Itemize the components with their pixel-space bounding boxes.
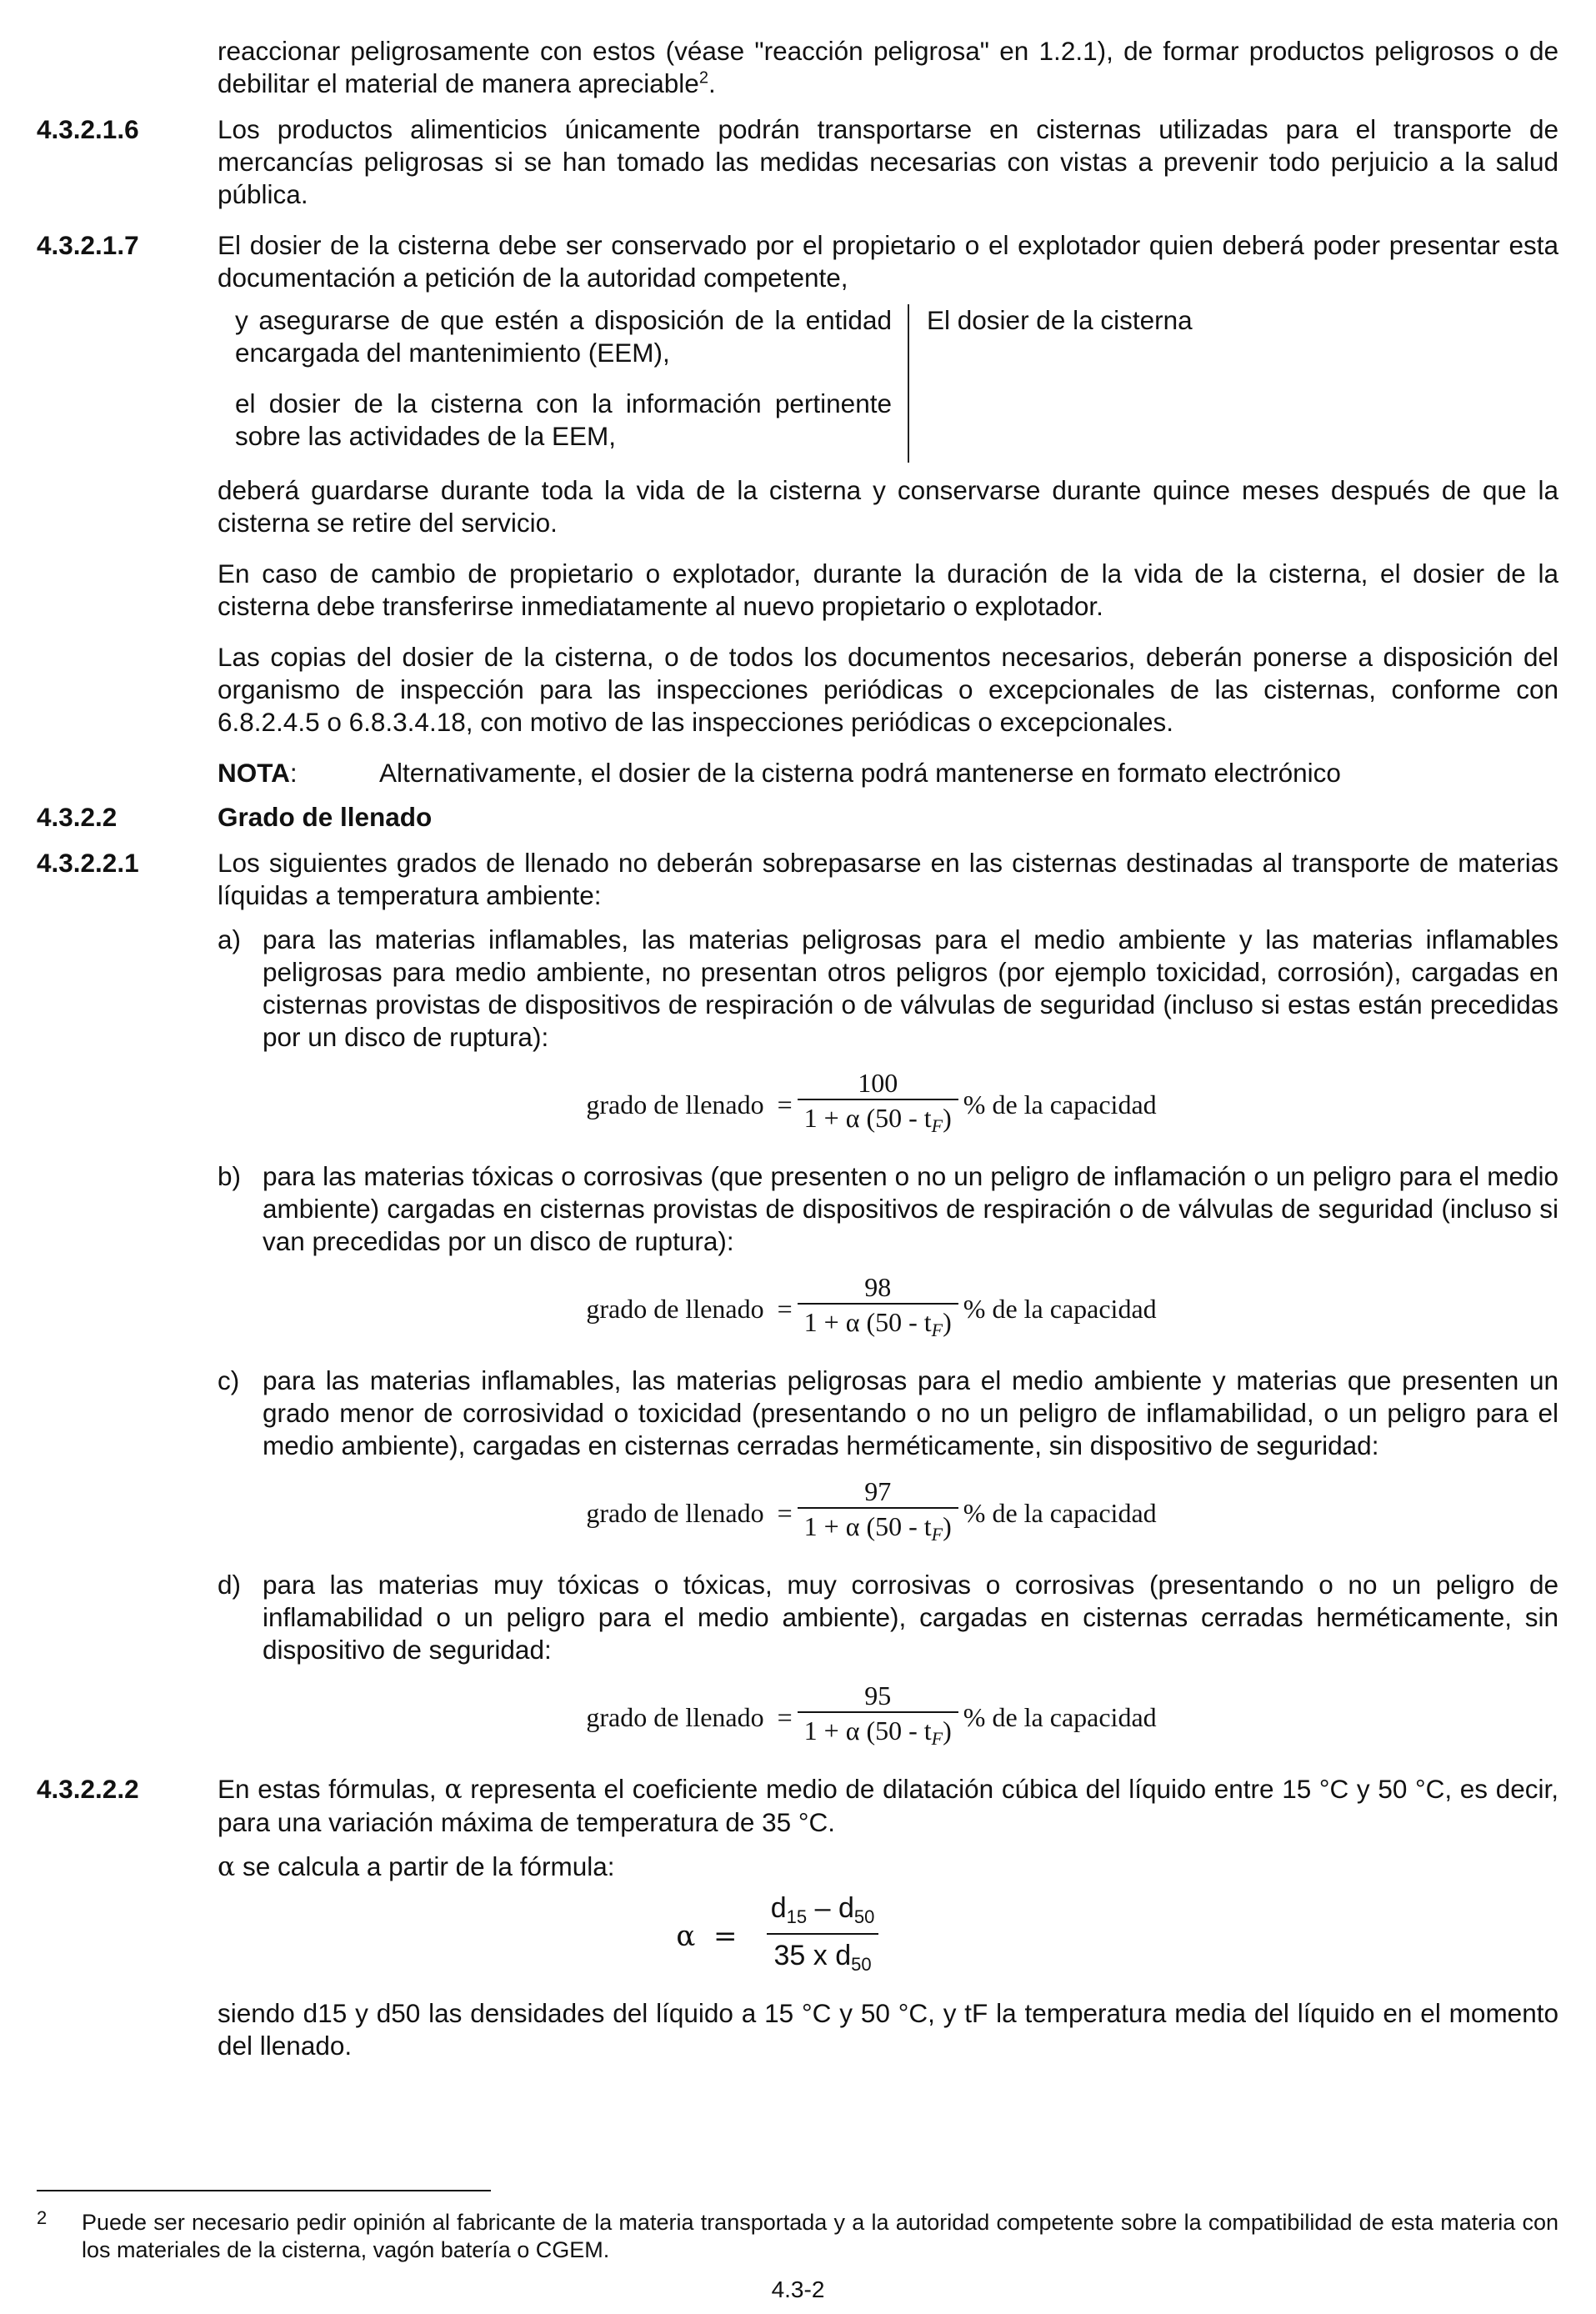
section-paragraph: Los siguientes grados de llenado no deberán sobrepasarse en las cisternas destinadas al transporte de materias líquidas a temperatura ambiente: bbox=[218, 848, 1558, 910]
formula-numerator: 97 bbox=[864, 1476, 892, 1506]
footnote-ref[interactable]: 2 bbox=[698, 68, 708, 88]
section-paragraph: siendo d15 y d50 las densidades del líquido a 15 °C y 50 °C, y tF la temperatura media del líquido en el momento del llenado. bbox=[218, 1998, 1558, 2061]
right-column bbox=[909, 304, 1193, 463]
formula-denominator: 1 + α $(50 - t_F)$ bbox=[798, 1711, 958, 1755]
formula-fraction bbox=[798, 1271, 958, 1346]
formula-rhs: % de la capacidad bbox=[963, 1089, 1157, 1119]
two-column-block bbox=[218, 304, 1558, 463]
section-number: 4.3.2.2.2 bbox=[37, 1774, 139, 1804]
alpha-numerator: $d_{15} - d_{50}$ bbox=[770, 1892, 875, 1927]
filling-formula bbox=[218, 1680, 1558, 1755]
section-paragraph: En estas fórmulas, α representa el coeficiente medio de dilatación cúbica del líquido entre 15 °C y 50 °C, es decir, para una variación máxima de temperatura de 35 °C. bbox=[218, 1774, 1558, 1837]
alpha-symbol: α = bbox=[676, 1919, 738, 1953]
section-paragraph: Las copias del dosier de la cisterna, o de todos los documentos necesarios, deberán ponerse a disposición del organismo de inspección para las inspecciones periódicas o excepcionales de las cisternas, conforme con 6.8.2.4.5 o 6.8.3.4.18, con motivo de las inspecciones periódicas o excepcionales. bbox=[218, 642, 1558, 737]
section-number: 4.3.2.1.7 bbox=[37, 230, 139, 260]
list-item bbox=[218, 1160, 1558, 1258]
note-label: NOTA: bbox=[218, 758, 298, 788]
alpha-denominator: 35 x $d_{50}$ bbox=[767, 1933, 878, 1981]
left-paragraph-2: el dosier de la cisterna con la información pertinente sobre las actividades de la EEM, bbox=[235, 388, 892, 451]
note-text: Alternativamente, el dosier de la cisterna podrá mantenerse en formato electrónico bbox=[379, 758, 1341, 788]
formula-numerator: 98 bbox=[864, 1272, 892, 1302]
left-paragraph-1: y asegurarse de que estén a disposición de la entidad encargada del mantenimiento (EEM), bbox=[235, 305, 892, 368]
note bbox=[218, 757, 1558, 789]
section-4-3-2-2 bbox=[37, 801, 1558, 834]
footnote-text: Puede ser necesario pedir opinión al fabricante de la materia transportada y a la autoridad competente sobre la compatibilidad de esta materia con los materiales de la cisterna, vagón batería o CGEM. bbox=[82, 2210, 1558, 2262]
list-marker: d) bbox=[218, 1570, 242, 1600]
list-item-text: para las materias inflamables, las materias peligrosas para el medio ambiente y las materias inflamables peligrosas para medio ambiente, no presentan otros peligros (por ejemplo toxicidad, corrosión), cargadas en cisternas provistas de dispositivos de respiración o de válvulas de seguridad (incluso si estas están precedidas por un disco de ruptura): bbox=[263, 924, 1558, 1052]
footnote bbox=[37, 2209, 1558, 2264]
formula-lhs: grado de llenado = bbox=[586, 1293, 793, 1324]
footnote-number: 2 bbox=[37, 2207, 48, 2228]
list-item-text: para las materias inflamables, las materias peligrosas para el medio ambiente y materias que presenten un grado menor de corrosividad o toxicidad (presentando o no un peligro de inflamabilidad, o un peligro para el medio ambiente), cargadas en cisternas cerradas herméticamente, sin dispositivo de seguridad: bbox=[263, 1365, 1558, 1460]
right-column-text: El dosier de la cisterna bbox=[927, 305, 1193, 335]
formula-rhs: % de la capacidad bbox=[963, 1701, 1157, 1732]
section-4-3-2-2-2 bbox=[37, 1773, 1558, 2062]
formula-fraction bbox=[798, 1680, 958, 1755]
list-marker: b) bbox=[218, 1161, 242, 1191]
section-number: 4.3.2.1.6 bbox=[37, 114, 139, 144]
intro-paragraph: reaccionar peligrosamente con estos (véase "reacción peligrosa" en 1.2.1), de formar productos peligrosos o de debilitar el material de manera apreciable$^2$. bbox=[218, 36, 1558, 98]
formula-lhs: grado de llenado = bbox=[586, 1497, 793, 1528]
list-item bbox=[218, 924, 1558, 1054]
section-paragraph: deberá guardarse durante toda la vida de la cisterna y conservarse durante quince meses después de que la cisterna se retire del servicio. bbox=[218, 475, 1558, 538]
formula-rhs: % de la capacidad bbox=[963, 1293, 1157, 1324]
section-paragraph: Los productos alimenticios únicamente podrán transportarse en cisternas utilizadas para el transporte de mercancías peligrosas si se han tomado las medidas necesarias con vistas a prevenir todo perjuicio a la salud pública. bbox=[218, 114, 1558, 209]
alpha-fraction bbox=[767, 1892, 878, 1981]
list-item bbox=[218, 1569, 1558, 1666]
section-heading: Grado de llenado bbox=[218, 802, 433, 832]
footnote-separator bbox=[37, 2190, 491, 2191]
alpha-formula bbox=[218, 1892, 1558, 1981]
formula-numerator: 95 bbox=[864, 1680, 892, 1710]
section-4-3-2-1-6 bbox=[37, 113, 1558, 211]
section-4-3-2-1-7 bbox=[37, 229, 1558, 789]
formula-denominator: 1 + α $(50 - t_F)$ bbox=[798, 1507, 958, 1550]
list-marker: c) bbox=[218, 1365, 240, 1395]
formula-fraction bbox=[798, 1475, 958, 1550]
section-number: 4.3.2.2 bbox=[37, 802, 118, 832]
filling-formula bbox=[218, 1067, 1558, 1142]
section-paragraph: α se calcula a partir de la fórmula: bbox=[218, 1851, 615, 1882]
formula-denominator: 1 + α $(50 - t_F)$ bbox=[798, 1303, 958, 1346]
formula-lhs: grado de llenado = bbox=[586, 1089, 793, 1119]
formula-lhs: grado de llenado = bbox=[586, 1701, 793, 1732]
section-paragraph: El dosier de la cisterna debe ser conservado por el propietario o el explotador quien deberá poder presentar esta documentación a petición de la autoridad competente, bbox=[218, 230, 1558, 293]
left-column bbox=[218, 304, 909, 463]
filling-formula bbox=[218, 1271, 1558, 1346]
page-content bbox=[37, 35, 1558, 2081]
section-4-3-2-2-1 bbox=[37, 847, 1558, 1755]
list-item-text: para las materias tóxicas o corrosivas (que presenten o no un peligro de inflamación o un peligro para el medio ambiente) cargadas en cisternas provistas de dispositivos de respiración o de válvulas de seguridad (incluso si van precedidas por un disco de ruptura): bbox=[263, 1161, 1558, 1256]
filling-formula bbox=[218, 1475, 1558, 1550]
section-number: 4.3.2.2.1 bbox=[37, 848, 139, 878]
section-paragraph: En caso de cambio de propietario o explotador, durante la duración de la vida de la cisterna, el dosier de la cisterna debe transferirse inmediatamente al nuevo propietario o explotador. bbox=[218, 558, 1558, 621]
formula-fraction bbox=[798, 1067, 958, 1142]
list-item-text: para las materias muy tóxicas o tóxicas, muy corrosivas o corrosivas (presentando o no un peligro de inflamabilidad o un peligro para el medio ambiente), cargadas en cisternas cerradas herméticamente, sin dispositivo de seguridad: bbox=[263, 1570, 1558, 1665]
list-marker: a) bbox=[218, 924, 242, 954]
formula-denominator: 1 + α $(50 - t_F)$ bbox=[798, 1099, 958, 1142]
page-number: 4.3-2 bbox=[771, 2276, 825, 2302]
list-item bbox=[218, 1365, 1558, 1462]
formula-rhs: % de la capacidad bbox=[963, 1497, 1157, 1528]
intro-continuation bbox=[218, 35, 1558, 100]
formula-numerator: 100 bbox=[858, 1068, 898, 1098]
